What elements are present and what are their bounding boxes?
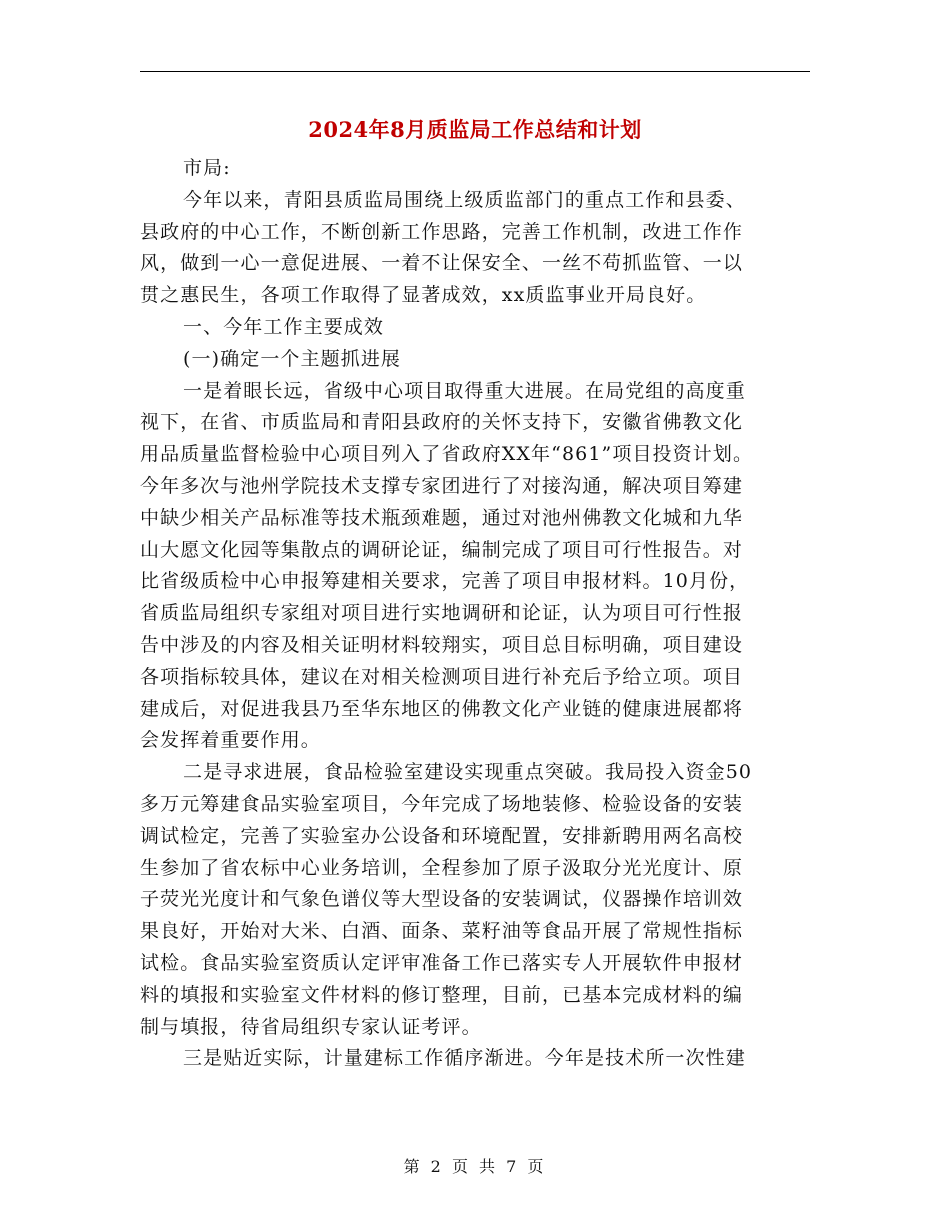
text-line: 料的填报和实验室文件材料的修订整理，目前，已基本完成材料的编 [140, 983, 744, 1006]
text-line: 视下，在省、市质监局和青阳县政府的关怀支持下，安徽省佛教文化 [140, 411, 744, 434]
text-line: 今年多次与池州学院技术支撑专家团进行了对接沟通，解决项目筹建 [140, 474, 744, 497]
text-line: 告中涉及的内容及相关证明材料较翔实，项目总目标明确，项目建设 [140, 633, 744, 656]
text-line: 调试检定，完善了实验室办公设备和环境配置，安排新聘用两名高校 [140, 824, 744, 847]
text-line: 省质监局组织专家组对项目进行实地调研和论证，认为项目可行性报 [140, 602, 744, 625]
text-line: 中缺少相关产品标准等技术瓶颈难题，通过对池州佛教文化城和九华 [140, 506, 744, 529]
text-line: 今年以来，青阳县质监局围绕上级质监部门的重点工作和县委、 [183, 188, 746, 211]
text-line: 市局: [183, 157, 231, 179]
document-title: 2024年8月质监局工作总结和计划 [308, 117, 642, 142]
document-body [140, 153, 810, 1075]
text-line: 各项指标较具体，建议在对相关检测项目进行补充后予给立项。项目 [140, 665, 744, 688]
text-line: 会发挥着重要作用。 [140, 729, 321, 752]
header-rule [140, 71, 810, 72]
text-line: 建成后，对促进我县乃至华东地区的佛教文化产业链的健康进展都将 [140, 697, 744, 720]
text-line: 二是寻求进展，食品检验室建设实现重点突破。我局投入资金50 [183, 761, 753, 784]
text-line: 子荧光光度计和气象色谱仪等大型设备的安装调试，仪器操作培训效 [140, 888, 744, 911]
text-line: 县政府的中心工作，不断创新工作思路，完善工作机制，改进工作作 [140, 220, 744, 243]
text-line: 一是着眼长远，省级中心项目取得重大进展。在局党组的高度重 [183, 379, 746, 402]
text-line: 山大愿文化园等集散点的调研论证，编制完成了项目可行性报告。对 [140, 538, 744, 561]
text-line: 多万元筹建食品实验室项目，今年完成了场地装修、检验设备的安装 [140, 792, 744, 815]
text-line: 一、今年工作主要成效 [183, 315, 385, 338]
text-line: (一)确定一个主题抓进展 [183, 347, 402, 370]
text-line: 风，做到一心一意促进展、一着不让保安全、一丝不苟抓监管、一以 [140, 252, 744, 275]
text-line: 用品质量监督检验中心项目列入了省政府XX年“861”项目投资计划。 [140, 443, 754, 466]
text-line: 制与填报，待省局组织专家认证考评。 [140, 1015, 482, 1038]
text-line: 生参加了省农标中心业务培训，全程参加了原子汲取分光光度计、原 [140, 856, 744, 879]
text-line: 三是贴近实际，计量建标工作循序渐进。今年是技术所一次性建 [183, 1047, 746, 1070]
text-line: 果良好，开始对大米、白酒、面条、菜籽油等食品开展了常规性指标 [140, 920, 744, 943]
text-line: 试检。食品实验室资质认定评审准备工作已落实专人开展软件申报材 [140, 951, 744, 974]
text-line: 贯之惠民生，各项工作取得了显著成效，xx质监事业开局良好。 [140, 284, 707, 307]
page-footer: 第 2 页 共 7 页 [403, 1157, 547, 1176]
text-line: 比省级质检中心申报筹建相关要求，完善了项目申报材料。10月份， [140, 570, 750, 593]
